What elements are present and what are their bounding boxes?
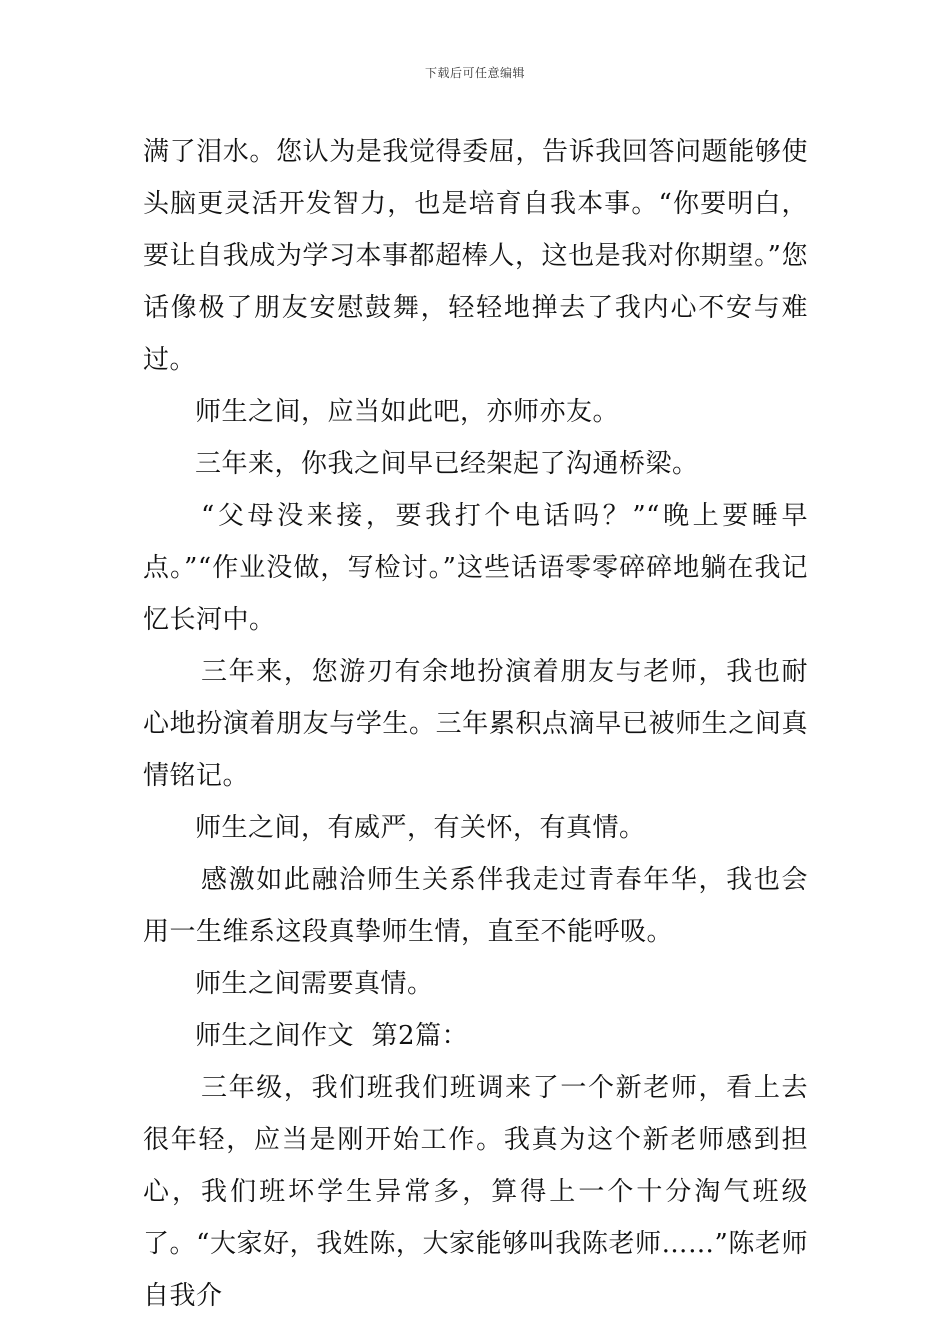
document-body [143,126,808,1322]
paragraph-continuation: 满了泪水。您认为是我觉得委屈，告诉我回答问题能够使头脑更灵活开发智力，也是培育自我本事。“你要明白，要让自我成为学习本事都超棒人，这也是我对你期望。”您话像极了朋友安慰鼓舞，轻轻地掸去了我内心不安与难过。 [143,137,808,375]
paragraph: 师生之间需要真情。 [195,969,434,999]
paragraph: 师生之间，应当如此吧，亦师亦友。 [195,397,620,427]
paragraph: 师生之间，有威严，有关怀，有真情。 [195,813,646,843]
paragraph: 三年级，我们班我们班调来了一个新老师，看上去很年轻，应当是刚开始工作。我真为这个新老师感到担心，我们班坏学生异常多，算得上一个十分淘气班级了。“大家好，我姓陈，大家能够叫我陈老师……”陈老师自我介 [143,1073,808,1311]
paragraph: 三年来，你我之间早已经架起了沟通桥梁。 [195,449,699,479]
section-heading: 师生之间作文 第2篇： [195,1021,469,1051]
paragraph: 三年来，您游刃有余地扮演着朋友与老师，我也耐心地扮演着朋友与学生。三年累积点滴早已被师生之间真情铭记。 [143,657,808,791]
paragraph: 感激如此融洽师生关系伴我走过青春年华，我也会用一生维系这段真挚师生情，直至不能呼吸。 [143,865,808,947]
page-header: 下载后可任意编辑 [424,66,525,80]
paragraph: “父母没来接，要我打个电话吗？”“晚上要睡早点。”“作业没做，写检讨。”这些话语零零碎碎地躺在我记忆长河中。 [143,501,808,635]
